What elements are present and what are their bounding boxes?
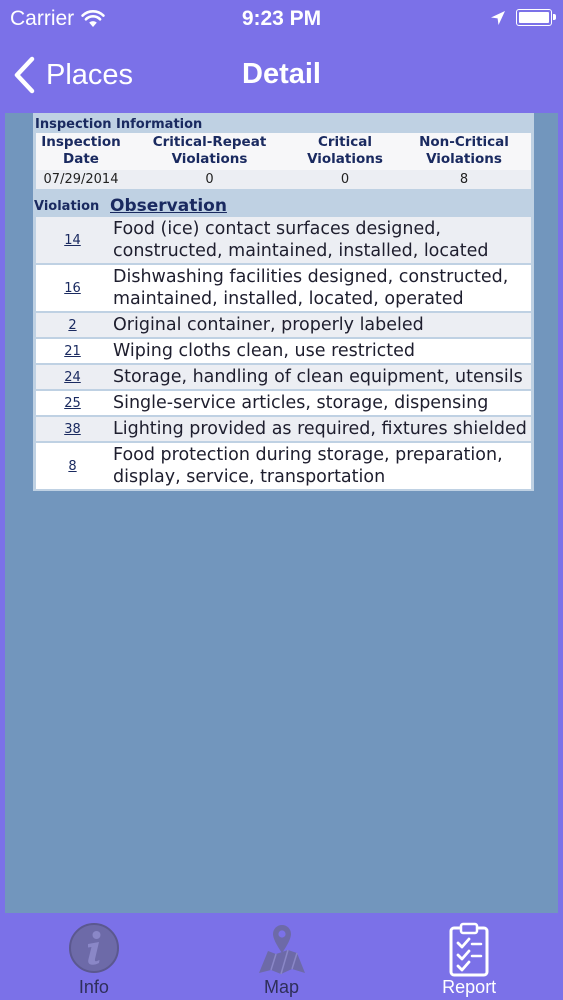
- battery-icon: [516, 9, 552, 26]
- observation-text: Food protection during storage, preparation, display, service, transportation: [109, 442, 531, 490]
- tab-bar: [0, 913, 563, 1000]
- table-row: [36, 264, 531, 312]
- observation-text: Single-service articles, storage, dispensing: [109, 390, 531, 416]
- violation-code-link[interactable]: 2: [36, 312, 109, 338]
- violation-code-link[interactable]: 21: [36, 338, 109, 364]
- tab-map[interactable]: [188, 913, 376, 1000]
- status-bar: [0, 0, 563, 40]
- inspection-summary-table: [36, 133, 531, 189]
- tab-info-label: Info: [78, 977, 109, 997]
- location-arrow-icon: [490, 10, 506, 26]
- observation-column-header: Observation: [110, 196, 227, 216]
- column-header: Inspection Date: [36, 133, 126, 170]
- column-header: Critical Violations: [293, 133, 397, 170]
- table-row: [36, 390, 531, 416]
- back-button-label: Places: [46, 58, 134, 91]
- carrier-label: Carrier: [10, 7, 75, 30]
- column-header: Critical-Repeat Violations: [126, 133, 293, 170]
- table-row: [36, 416, 531, 442]
- observation-text: Food (ice) contact surfaces designed, constructed, maintained, installed, located: [109, 217, 531, 264]
- page-title: Detail: [242, 58, 321, 90]
- map-icon: [256, 921, 308, 977]
- critical-count: 0: [293, 170, 397, 189]
- observation-text: Storage, handling of clean equipment, utensils: [109, 364, 531, 390]
- navigation-bar: [0, 40, 563, 112]
- observation-text: Original container, properly labeled: [109, 312, 531, 338]
- table-row: [36, 442, 531, 490]
- tab-report[interactable]: [375, 913, 563, 1000]
- tab-map-label: Map: [264, 977, 300, 997]
- violation-code-link[interactable]: 24: [36, 364, 109, 390]
- violation-code-link[interactable]: 14: [36, 217, 109, 264]
- status-time: 9:23 PM: [241, 7, 322, 30]
- violation-column-header: Violation: [34, 199, 100, 214]
- report-clipboard-icon: [443, 921, 495, 977]
- tab-report-label: Report: [442, 977, 497, 997]
- observation-header: [33, 193, 534, 217]
- observations-table: [36, 217, 531, 491]
- observation-text: Dishwashing facilities designed, constructed, maintained, installed, located, operated: [109, 264, 531, 312]
- table-row: [36, 364, 531, 390]
- non-critical-count: 8: [397, 170, 531, 189]
- column-header: Non-Critical Violations: [397, 133, 531, 170]
- observation-text: Wiping cloths clean, use restricted: [109, 338, 531, 364]
- violation-code-link[interactable]: 8: [36, 442, 109, 490]
- table-row: [36, 217, 531, 264]
- info-icon: [68, 921, 120, 977]
- table-row: [36, 338, 531, 364]
- critical-repeat-count: 0: [126, 170, 293, 189]
- status-indicators: [490, 9, 552, 26]
- violation-code-link[interactable]: 16: [36, 264, 109, 312]
- inspection-panel: [33, 113, 534, 491]
- violation-code-link[interactable]: 25: [36, 390, 109, 416]
- table-row: [36, 312, 531, 338]
- observation-text: Lighting provided as required, fixtures shielded: [109, 416, 531, 442]
- tab-info[interactable]: [0, 913, 188, 1000]
- content-area[interactable]: [5, 113, 558, 913]
- table-row: [36, 170, 531, 189]
- violation-code-link[interactable]: 38: [36, 416, 109, 442]
- inspection-date: 07/29/2014: [36, 170, 126, 189]
- section-title: Inspection Information: [35, 117, 203, 132]
